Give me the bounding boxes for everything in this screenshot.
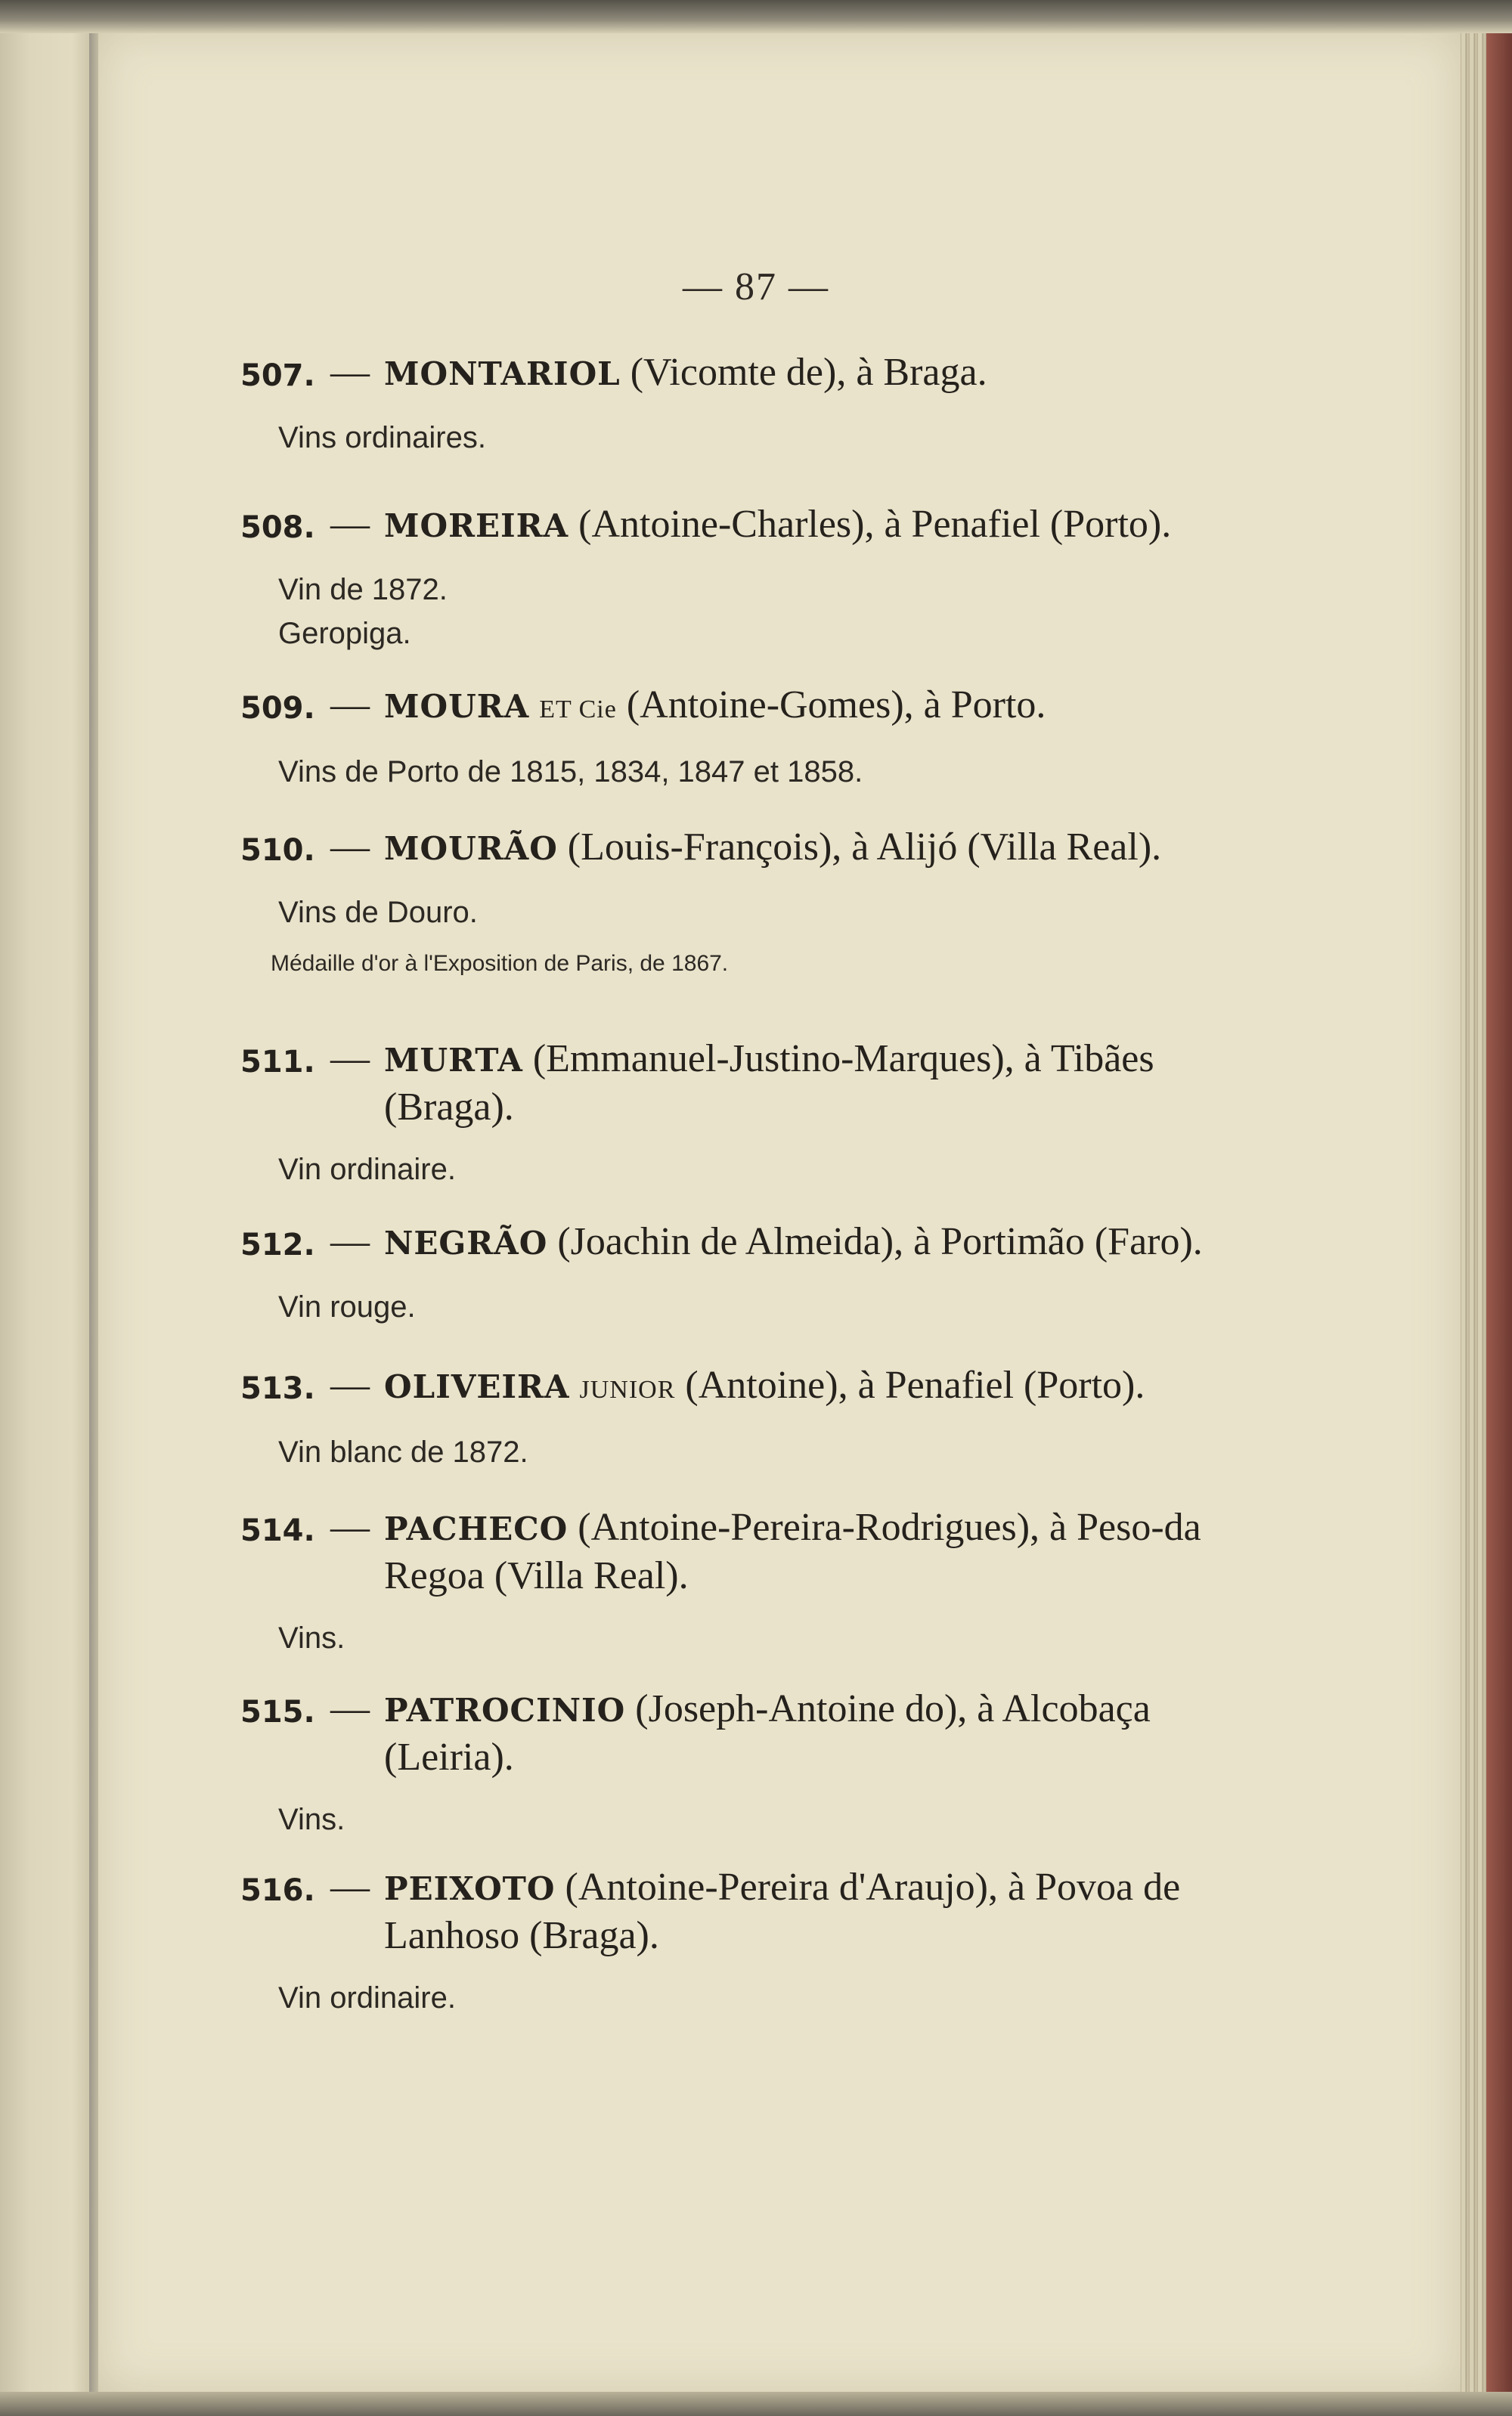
- entry-details: (Antoine-Pereira d'Araujo), à Povoa de Lanhoso (Braga).: [384, 1866, 1181, 1957]
- entry-number: 513.: [240, 1371, 315, 1406]
- entry-dash: —: [330, 683, 370, 726]
- scan-bottom-edge: [0, 2392, 1512, 2416]
- entry-heading-text: [384, 1686, 1223, 1781]
- entry: [240, 824, 1223, 977]
- entry-details: (Joseph-Antoine do), à Alcobaça (Leiria).: [384, 1687, 1151, 1779]
- entry-details: (Vicomte de), à Braga.: [630, 351, 987, 394]
- entry-dash: —: [330, 825, 370, 869]
- entry-heading-text: [384, 1036, 1223, 1131]
- entry-details: (Antoine-Charles), à Penafiel (Porto).: [578, 503, 1172, 546]
- book-cover-edge: [1486, 0, 1512, 2416]
- entry-name: PACHECO: [384, 1510, 569, 1547]
- entry-name: PEIXOTO: [384, 1870, 556, 1907]
- entry-product: Vin ordinaire.: [278, 1981, 456, 2015]
- entry-name: MOREIRA: [384, 507, 569, 544]
- entry-name-suffix: ET Cie: [539, 695, 617, 723]
- entry-number: 516.: [240, 1873, 315, 1908]
- entry: [240, 1036, 1223, 1191]
- entry-details: (Emmanuel-Justino-Marques), à Tibães (Braga).: [384, 1037, 1154, 1129]
- entry-number: 512.: [240, 1228, 315, 1262]
- entry-heading-text: [384, 1864, 1223, 1959]
- entry-heading: [240, 1686, 1223, 1781]
- entry-number: 511.: [240, 1045, 315, 1079]
- entry-name: OLIVEIRA: [384, 1368, 570, 1405]
- entry-heading-text: [384, 1219, 1223, 1268]
- entry-heading: [240, 682, 1223, 733]
- entry-dash: —: [330, 1037, 370, 1080]
- entry-heading: [240, 824, 1223, 874]
- entry-product: Vins.: [278, 1803, 345, 1836]
- entry-name: MOURÃO: [384, 830, 558, 867]
- entry-heading-text: [384, 1362, 1223, 1414]
- entry-product: Vins de Douro.: [278, 896, 478, 929]
- entry-heading: [240, 1036, 1223, 1131]
- entry-product: Vins.: [278, 1622, 345, 1655]
- entry-name: MURTA: [384, 1042, 523, 1079]
- entry-number: 510.: [240, 833, 315, 868]
- entry: [240, 682, 1223, 794]
- entry-number: 508.: [240, 510, 315, 545]
- entry-heading: [240, 501, 1223, 551]
- entry: [240, 1864, 1223, 2020]
- entry-dash: —: [330, 1506, 370, 1549]
- entry: [240, 1219, 1223, 1329]
- entry-name: MOURA: [384, 688, 530, 725]
- entry-heading-text: [384, 824, 1223, 874]
- entry: [240, 1504, 1223, 1660]
- entry-heading: [240, 1504, 1223, 1600]
- entry-dash: —: [330, 1687, 370, 1730]
- entry-name: MONTARIOL: [384, 355, 621, 392]
- entry-name-suffix: JUNIOR: [579, 1376, 676, 1404]
- entry-heading-text: [384, 682, 1223, 733]
- entry-heading-text: [384, 349, 1223, 399]
- entry-product: Vins de Porto de 1815, 1834, 1847 et 1858.: [278, 755, 863, 788]
- page-stack-edge: [1453, 0, 1512, 2416]
- entry-award: Médaille d'or à l'Exposition de Paris, de 1867.: [271, 951, 729, 976]
- entry: [240, 1362, 1223, 1474]
- entry-dash: —: [330, 503, 370, 546]
- entry-dash: —: [330, 1364, 370, 1407]
- entry-product: Vins ordinaires.: [278, 421, 486, 454]
- facing-page-edge: [0, 0, 94, 2416]
- entry-name: PATROCINIO: [384, 1692, 626, 1729]
- entry-details: (Antoine), à Penafiel (Porto).: [685, 1364, 1145, 1407]
- entry-heading: [240, 1864, 1223, 1959]
- entry-heading-text: [384, 501, 1223, 551]
- entry-name: NEGRÃO: [384, 1225, 548, 1262]
- entry-number: 514.: [240, 1513, 315, 1548]
- entry-dash: —: [330, 1866, 370, 1909]
- entry-number: 515.: [240, 1695, 315, 1730]
- entry-dash: —: [330, 351, 370, 394]
- entry: [240, 349, 1223, 460]
- entry-details: (Antoine-Gomes), à Porto.: [626, 683, 1046, 726]
- entry-details: (Louis-François), à Alijó (Villa Real).: [567, 825, 1162, 869]
- entry-product: Vin ordinaire.: [278, 1153, 456, 1186]
- entry-product: Vin rouge.: [278, 1290, 416, 1324]
- page-number: — 87 —: [683, 265, 829, 308]
- entry-product: Geropiga.: [278, 617, 411, 650]
- entry-details: (Joachin de Almeida), à Portimão (Faro).: [557, 1220, 1203, 1263]
- entry-details: (Antoine-Pereira-Rodrigues), à Peso-da Regoa (Villa Real).: [384, 1506, 1201, 1597]
- entry-number: 509.: [240, 691, 315, 726]
- entry-heading: [240, 349, 1223, 399]
- entry-product: Vin de 1872.: [278, 573, 448, 606]
- entry-number: 507.: [240, 358, 315, 393]
- entry-dash: —: [330, 1220, 370, 1263]
- entry-product: Vin blanc de 1872.: [278, 1436, 528, 1469]
- entry: [240, 501, 1223, 655]
- entry-heading: [240, 1362, 1223, 1414]
- scan-top-edge: [0, 0, 1512, 33]
- entry-heading-text: [384, 1504, 1223, 1600]
- entry-heading: [240, 1219, 1223, 1268]
- entry: [240, 1686, 1223, 1841]
